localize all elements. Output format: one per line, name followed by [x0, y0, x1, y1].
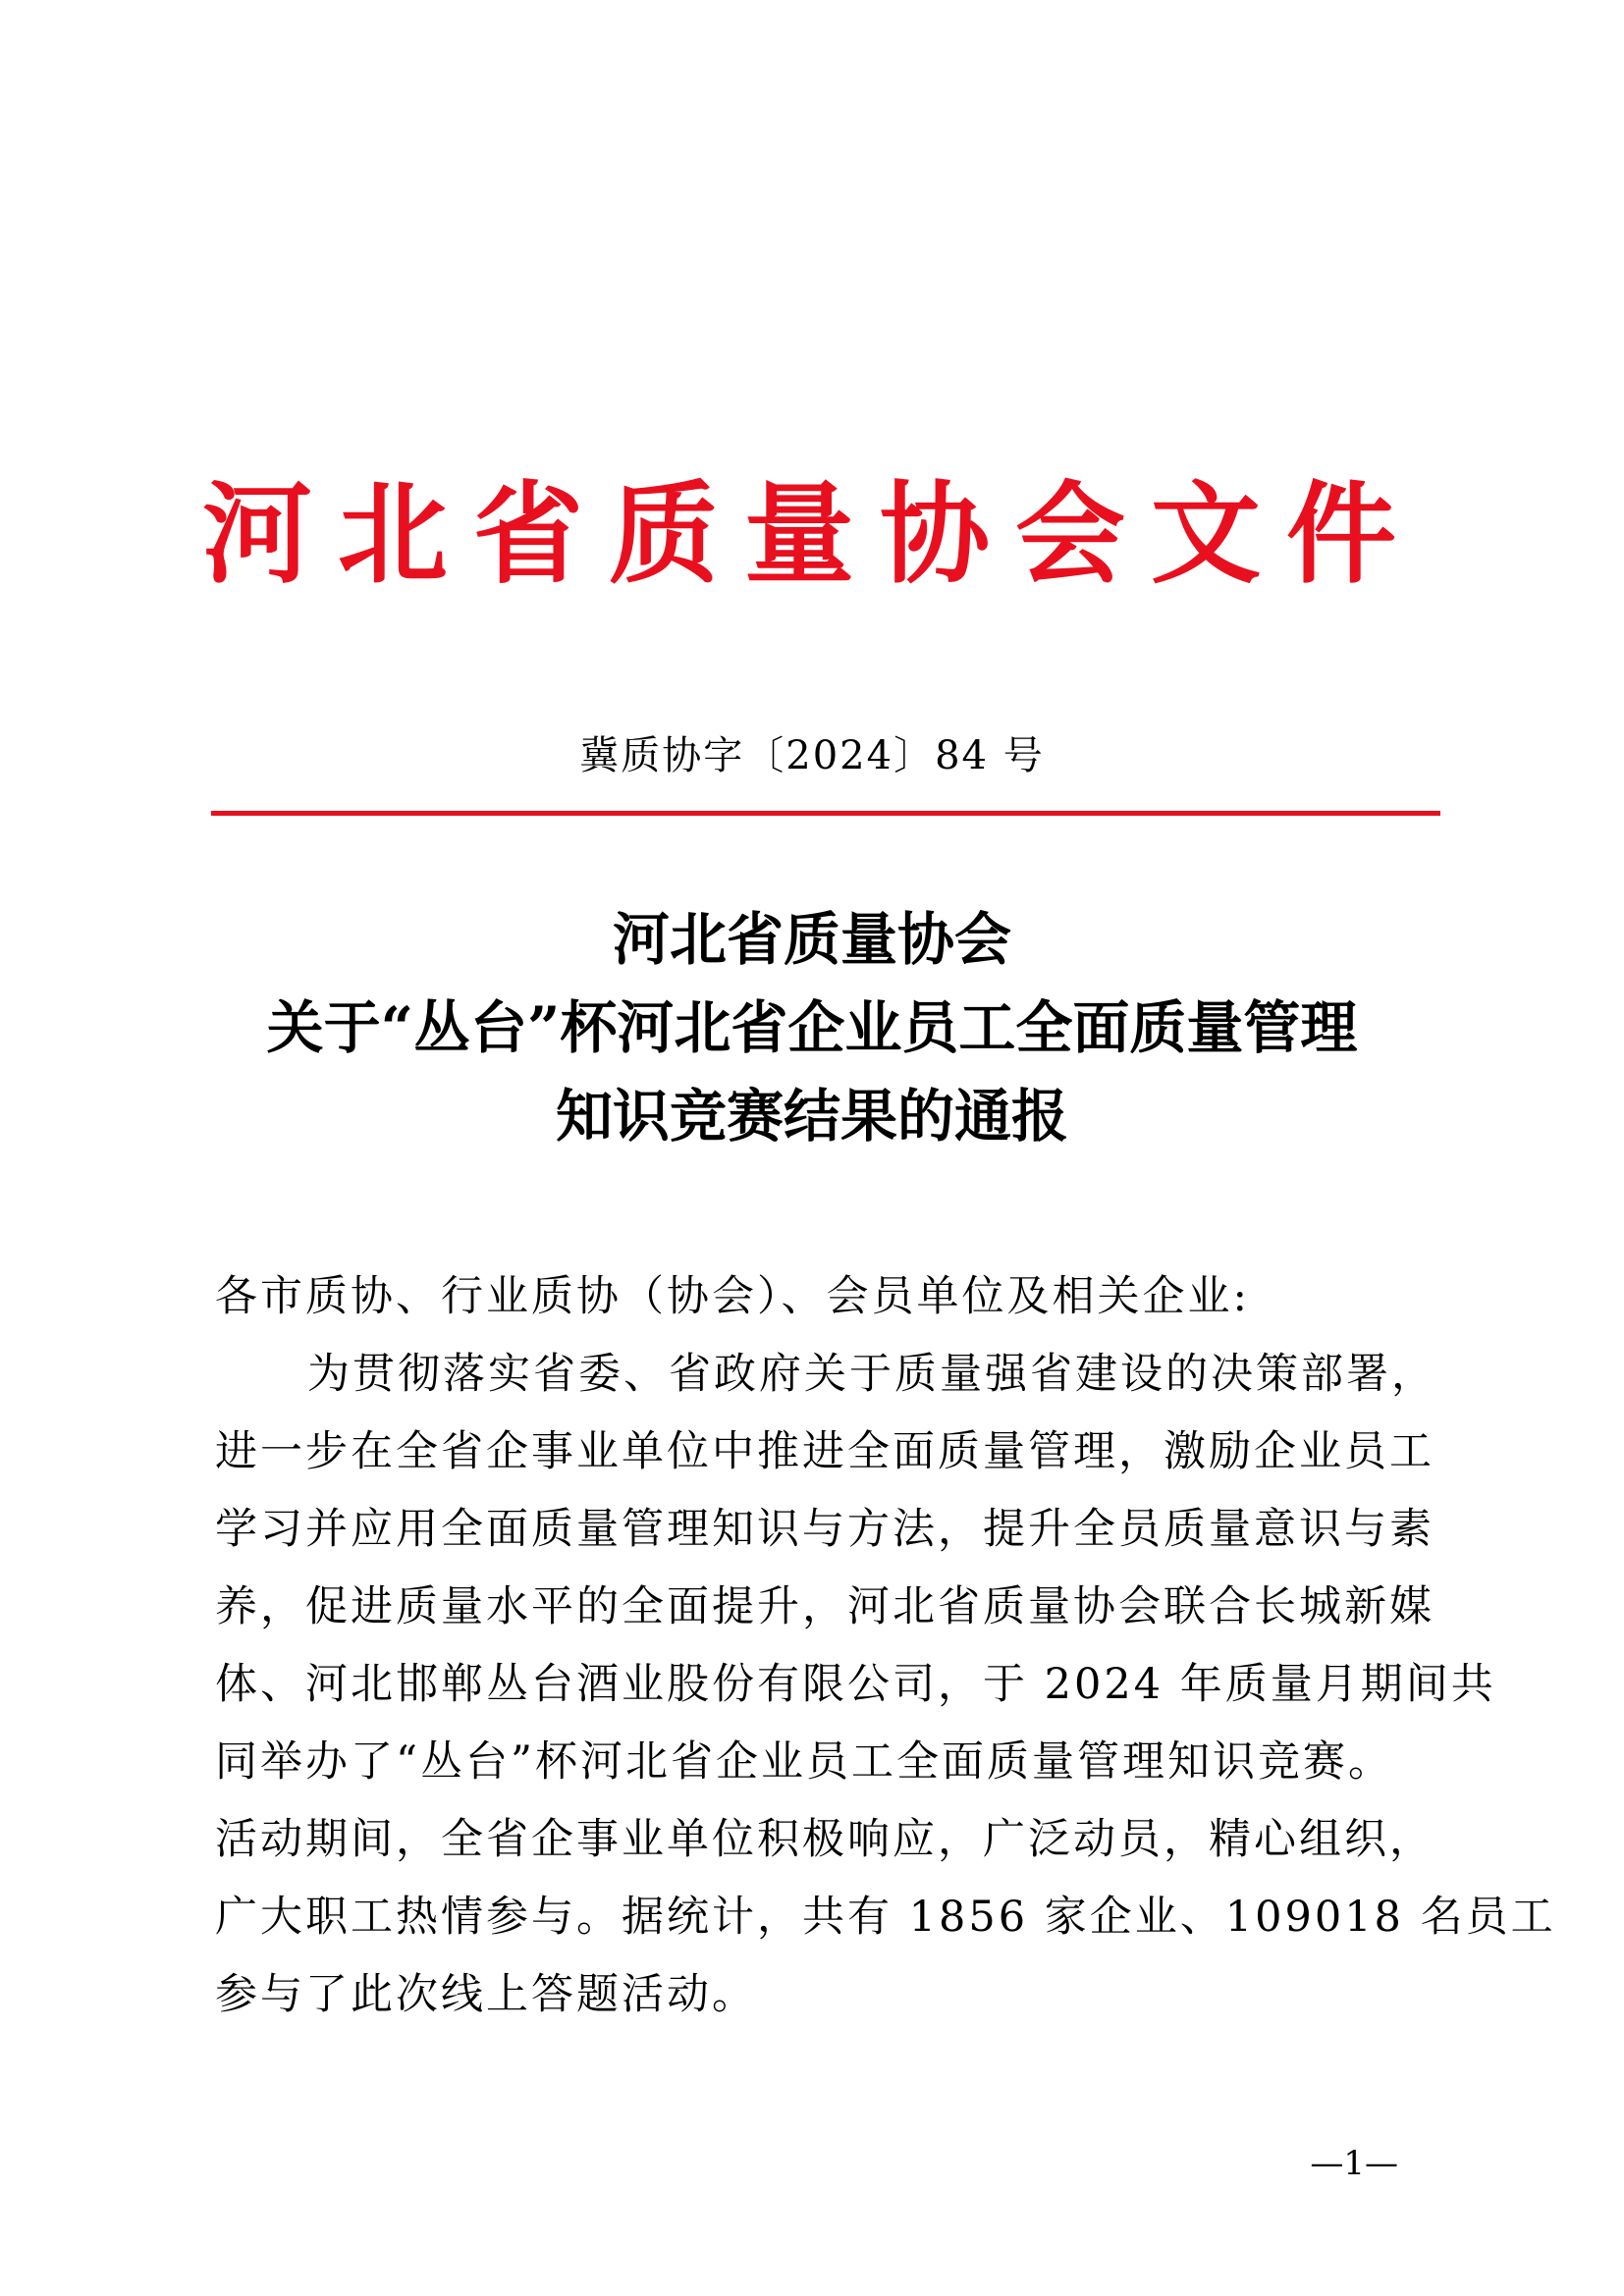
- body-line: 体、河北邯郸丛台酒业股份有限公司，于 2024 年质量月期间共: [215, 1660, 1496, 1709]
- title-line-3: 知识竞赛结果的通报: [555, 1083, 1068, 1149]
- body-line: 为贯彻落实省委、省政府关于质量强省建设的决策部署，: [307, 1350, 1436, 1399]
- masthead-title: 河北省质量协会文件: [202, 470, 1422, 599]
- title-line-1: 河北省质量协会: [612, 906, 1011, 973]
- body-text: [215, 1258, 1556, 2034]
- body-line: 养，促进质量水平的全面提升，河北省质量协会联合长城新媒: [215, 1582, 1435, 1631]
- red-separator-rule: [211, 811, 1440, 816]
- document-number: 冀质协字〔2024〕84 号: [579, 733, 1045, 778]
- notice-title: [0, 895, 1624, 1160]
- title-line-2: 关于“丛台”杯河北省企业员工全面质量管理: [266, 994, 1358, 1061]
- body-line: 学习并应用全面质量管理知识与方法，提升全员质量意识与素: [215, 1505, 1435, 1554]
- body-line: 广大职工热情参与。据统计，共有 1856 家企业、109018 名员工: [215, 1893, 1556, 1942]
- body-line: 同举办了“丛台”杯河北省企业员工全面质量管理知识竞赛。: [215, 1737, 1393, 1787]
- body-line: 进一步在全省企事业单位中推进全面质量管理，激励企业员工: [215, 1427, 1435, 1476]
- salutation: 各市质协、行业质协（协会）、会员单位及相关企业:: [215, 1272, 1250, 1321]
- body-line: 参与了此次线上答题活动。: [215, 1970, 757, 2019]
- page-number: —1—: [1310, 2144, 1398, 2183]
- body-line: 活动期间，全省企事业单位积极响应，广泛动员，精心组织，: [215, 1815, 1435, 1864]
